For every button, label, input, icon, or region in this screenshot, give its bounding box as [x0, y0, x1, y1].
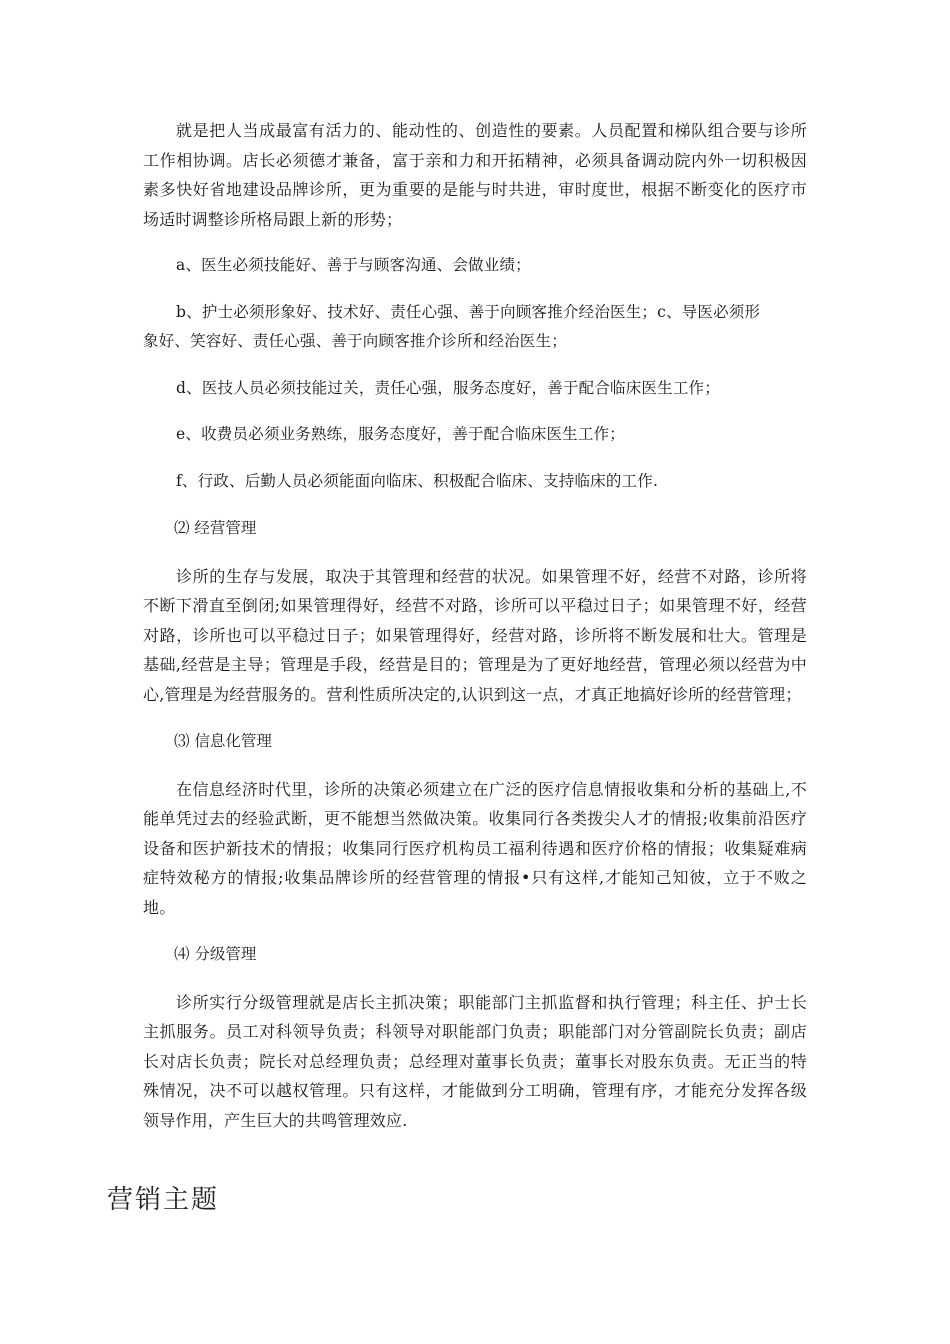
section-title-marketing: 营销主题 — [107, 1185, 220, 1215]
tiered-paragraph: 诊所实行分级管理就是店长主抓决策；职能部门主抓监督和执行管理；科主任、护士长主抓服务。员工对科领导负责；科领导对职能部门负责；职能部门对分管副院长负责；副店长对店长负责；院长对总经理负责；总经理对董事长负责；董事长对股东负责。无正当的特殊情况，决不可以越权管理。只有这样，才能做到分工明确，管理有序，才能充分发挥各级领导作用，产生巨大的共鸣管理效应. — [143, 992, 807, 1130]
document-body — [143, 116, 807, 1135]
list-item-e: e、收费员必须业务熟练，服务态度好，善于配合临床医生工作； — [176, 425, 625, 443]
list-item-bc-line2: 象好、笑容好、责任心强、善于向顾客推介诊所和经治医生； — [143, 332, 567, 350]
intro-paragraph: 就是把人当成最富有活力的、能动性的、创造性的要素。人员配置和梯队组合要与诊所工作相协调。店长必须德才兼备，富于亲和力和开拓精神，必须具备调动院内外一切积极因素多快好省地建设品牌诊所，更为重要的是能与时共进，审时度世，根据不断变化的医疗市场适时调整诊所格局跟上新的形势； — [143, 121, 807, 229]
operations-paragraph: 诊所的生存与发展，取决于其管理和经营的状况。如果管理不好，经营不对路，诊所将不断下滑直至倒闭;如果管理得好，经营不对路，诊所可以平稳过日子；如果管理不好，经营对路，诊所也可以平稳过日子；如果管理得好，经营对路，诊所将不断发展和壮大。管理是基础,经营是主导；管理是手段，经营是目的；管理是为了更好地经营，管理必须以经营为中心,管理是为经营服务的。营利性质所决定的,认识到这一点，才真正地搞好诊所的经营管理； — [143, 566, 807, 704]
list-item-f: f、行政、后勤人员必须能面向临床、积极配合临床、支持临床的工作. — [176, 471, 659, 490]
list-item-d: d、医技人员必须技能过关，责任心强，服务态度好，善于配合临床医生工作； — [176, 378, 720, 397]
information-paragraph: 在信息经济时代里，诊所的决策必须建立在广泛的医疗信息情报收集和分析的基础上,不能单凭过去的经验武断，更不能想当然做决策。收集同行各类拨尖人才的情报;收集前沿医疗设备和医护新技术的情报；收集同行医疗机构员工福利待遇和医疗价格的情报；收集疑难病症特效秘方的情报;收集品牌诊所的经营管理的情报•只有这样,才能知己知彼，立于不败之地。 — [143, 779, 807, 917]
section-heading-tiered: ⑷ 分级管理 — [174, 945, 257, 963]
section-heading-operations: ⑵ 经营管理 — [174, 519, 257, 537]
list-item-a: a、医生必须技能好、善于与顾客沟通、会做业绩； — [176, 256, 531, 274]
section-heading-information: ⑶ 信息化管理 — [174, 732, 272, 750]
list-item-bc-line1: b、护士必须形象好、技术好、责任心强、善于向顾客推介经治医生；c、导医必须形 — [176, 302, 761, 321]
